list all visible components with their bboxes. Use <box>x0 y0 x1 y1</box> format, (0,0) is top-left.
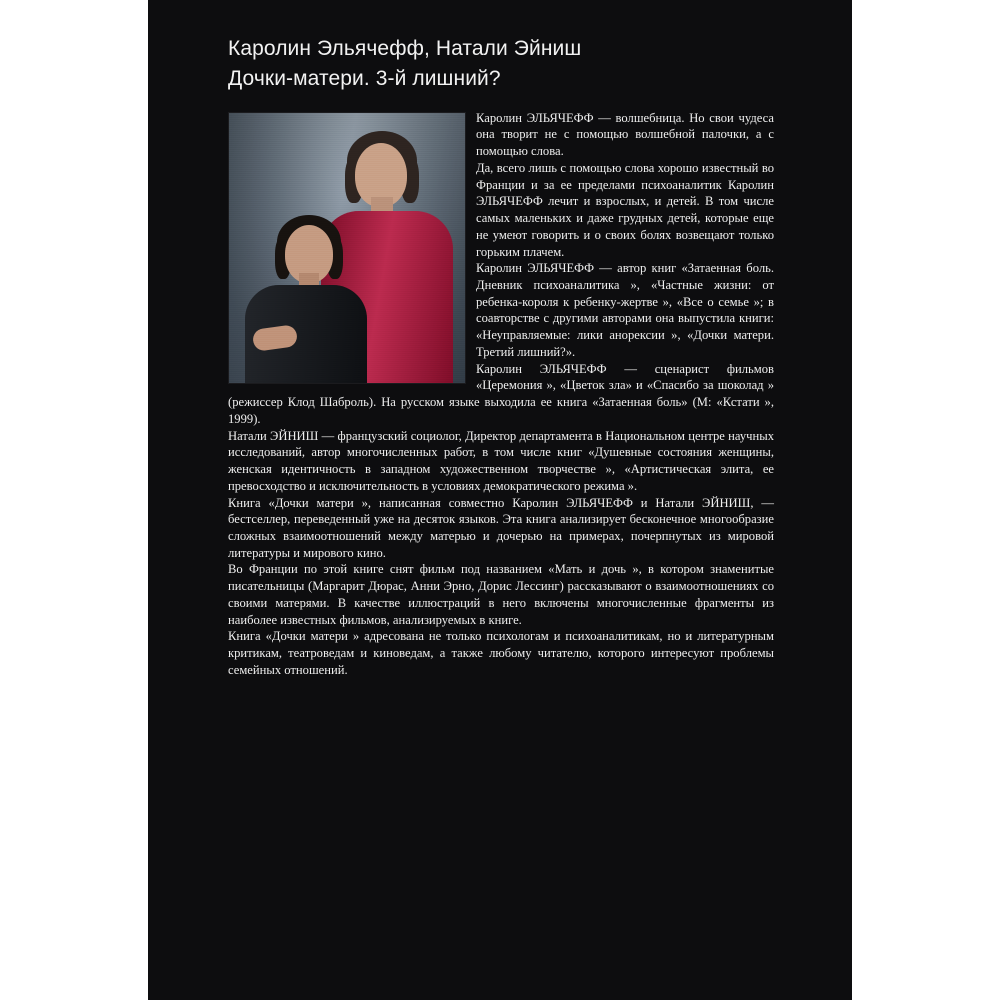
photo-grain-overlay <box>229 113 465 383</box>
book-title-line: Дочки-матери. 3-й лишний? <box>228 66 501 90</box>
blurb-paragraph: Натали ЭЙНИШ — французский социолог, Директор департамента в Национальном центре научных исследований, автор многочисленных работ, в том числе книг «Душевные состояния женщины, женская идентичность в западном художественном творчестве », «Артистическая элита, ее превосходство и исключительность в условиях демократического режима ». <box>228 428 774 493</box>
authors-line: Каролин Эльячефф, Натали Эйниш <box>228 37 582 60</box>
blurb-paragraph: Книга «Дочки матери » адресована не только психологам и психоаналитикам, но и литературным критикам, театроведам и киноведам, а также любому читателю, которого интересуют проблемы семейных отношений. <box>228 629 774 677</box>
blurb-paragraph: Книга «Дочки матери », написанная совместно Каролин ЭЛЬЯЧЕФФ и Натали ЭЙНИШ, — бестселлер, переведенный уже на десяток языков. Эта книга анализирует бесконечное многообразие сложных взаимоотношений между матерью и дочерью на примерах, почерпнутых из мировой литературы и мирового кино. <box>228 495 774 560</box>
blurb-paragraph: Каролин ЭЛЬЯЧЕФФ — волшебница. Но свои чудеса она творит не с помощью волшебной палочки, а с помощью слова. <box>476 110 774 159</box>
cover-content <box>228 34 774 679</box>
blurb-paragraph: Да, всего лишь с помощью слова хорошо известный во Франции и за ее пределами психоаналитик Каролин ЭЛЬЯЧЕФФ лечит и взрослых, и детей. В том числе самых маленьких и даже грудных детей, которые еще не умеют говорить и о своих болях возвещают только горьким плачем. <box>476 160 774 259</box>
cover-photo <box>228 112 466 384</box>
page-title <box>228 34 774 94</box>
blurb-paragraph: Каролин ЭЛЬЯЧЕФФ — сценарист фильмов «Церемония », «Цветок зла» и «Спасибо за шоколад » (режиссер Клод Шаброль). На русском языке выходила ее книга «Затаенная боль» (М: «Кстати », 1999). <box>228 361 774 426</box>
book-back-cover <box>148 0 852 1000</box>
blurb-text <box>228 110 774 679</box>
blurb-paragraph: Каролин ЭЛЬЯЧЕФФ — автор книг «Затаенная боль. Дневник психоаналитика », «Частные жизни: от ребенка-короля к ребенку-жертве », «Все о семье »; в соавторстве с другими авторами она выпустила книги: «Неуправляемые: лики анорексии », «Дочки матери. Третий лишний?». <box>476 261 774 359</box>
blurb-paragraph: Во Франции по этой книге снят фильм под названием «Мать и дочь », в котором знаменитые писательницы (Маргарит Дюрас, Анни Эрно, Дорис Лессинг) рассказывают о взаимоотношениях со своими матерями. В качестве иллюстраций в него включены многочисленные фрагменты из наиболее известных фильмов, анализируемых в книге. <box>228 562 774 627</box>
